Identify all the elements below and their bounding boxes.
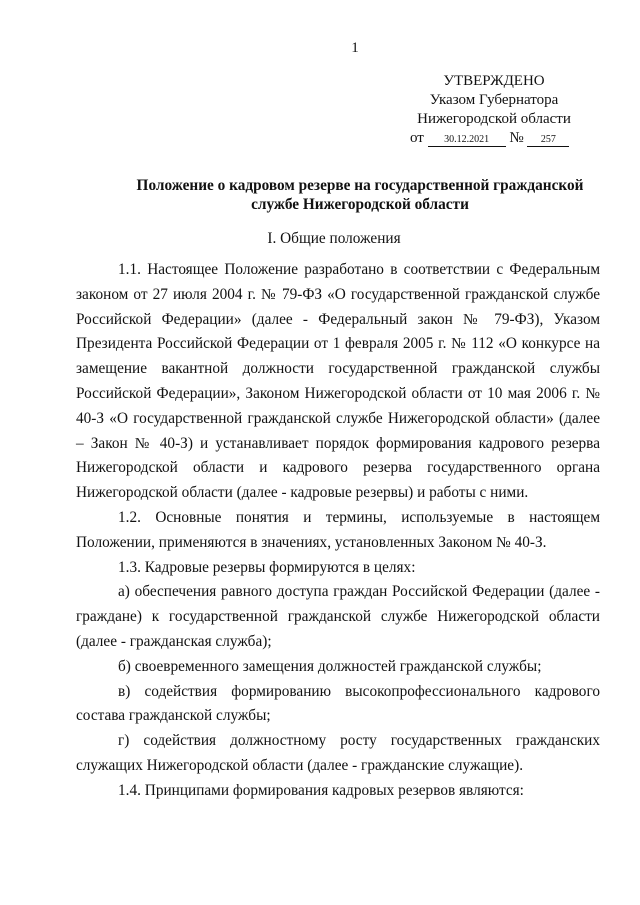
approval-title: УТВЕРЖДЕНО	[443, 73, 545, 89]
approval-stamp	[396, 72, 592, 148]
title-line-2: службе Нижегородской области	[251, 196, 469, 213]
paragraph-1-2: 1.2. Основные понятия и термины, используемые в настоящем Положении, применяются в значениях, установленных Законом № 40-З.	[76, 508, 600, 551]
document-title	[110, 176, 610, 214]
paragraph-1-4: 1.4. Принципами формирования кадровых резервов являются:	[118, 781, 524, 799]
title-line-1: Положение о кадровом резерве на государственной гражданской	[136, 177, 584, 194]
approval-region: Нижегородской области	[417, 111, 571, 127]
approval-decree: Указом Губернатора	[429, 92, 559, 108]
approval-date: 30.12.2021	[428, 133, 506, 147]
paragraph-1-3-a: а) обеспечения равного доступа граждан Российской Федерации (далее - граждане) к государственной гражданской службе Нижегородской области (далее - гражданская служба);	[76, 583, 600, 650]
approval-date-line	[396, 129, 592, 148]
page-number: 1	[351, 40, 359, 56]
paragraph-1-3-v: в) содействия формированию высокопрофессионального кадрового состава гражданской службы;	[76, 682, 600, 725]
section-heading: I. Общие положения	[267, 230, 401, 247]
approval-number: 257	[527, 133, 569, 147]
number-sign: №	[509, 130, 524, 146]
date-prefix: от	[410, 130, 424, 146]
paragraph-1-3-g: г) содействия должностному росту государственных гражданских служащих Нижегородской области (далее - гражданские служащие).	[76, 732, 600, 774]
document-body	[76, 258, 600, 804]
paragraph-1-3-b: б) своевременного замещения должностей гражданской службы;	[118, 657, 542, 675]
paragraph-1-3: 1.3. Кадровые резервы формируются в целях:	[118, 558, 416, 576]
paragraph-1-1: 1.1. Настоящее Положение разработано в соответствии с Федеральным законом от 27 июля 2004 г. № 79-ФЗ «О государственной гражданской службе Российской Федерации» (далее - Федеральный закон № 79-ФЗ), Указом Президента Российской Федерации от 1 февраля 2005 г. № 112 «О конкурсе на замещение вакантной должности государственной гражданской службы Российской Федерации», Законом Нижегородской области от 10 мая 2006 г. № 40-З «О государственной гражданской службе Нижегородской области» (далее – Закон № 40-З) и устанавливает порядок формирования кадрового резерва Нижегородской области и кадрового резерва государственного органа Нижегородской области (далее - кадровые резервы) и работы с ними.	[76, 261, 600, 502]
